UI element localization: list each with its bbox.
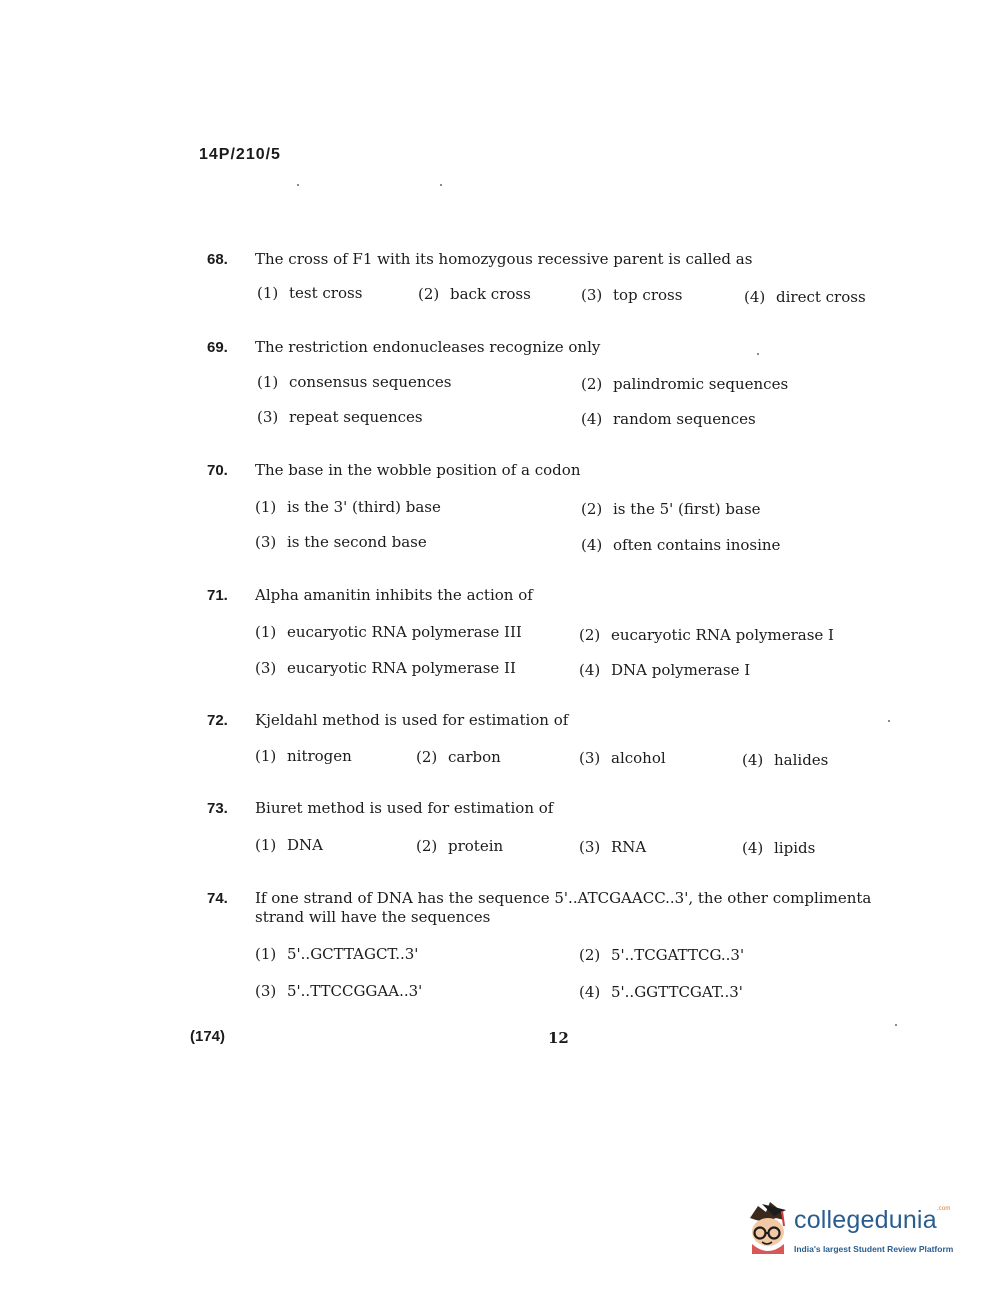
question-text: If one strand of DNA has the sequence 5'..ATCGAACC..3', the other complimenta strand will have the sequences — [255, 889, 872, 926]
option-2 — [416, 837, 503, 855]
option-text: direct cross — [776, 288, 866, 306]
option-number: (3) — [255, 533, 277, 551]
question-73 — [207, 799, 917, 857]
option-number: (1) — [255, 945, 277, 963]
option-number: (3) — [257, 408, 279, 426]
option-text: carbon — [448, 748, 501, 766]
question-70 — [207, 461, 917, 554]
logo-tagline: India's largest Student Review Platform — [794, 1244, 954, 1254]
paper-code: 14P/210/5 — [199, 146, 281, 163]
option-number: (4) — [579, 983, 601, 1001]
question-number: 70. — [207, 462, 228, 479]
option-3 — [579, 749, 666, 767]
booklet-code: (174) — [190, 1028, 226, 1045]
question-number: 69. — [207, 339, 228, 356]
question-72 — [207, 711, 917, 769]
option-3 — [581, 286, 682, 304]
option-text: top cross — [613, 286, 683, 304]
option-number: (4) — [581, 536, 603, 554]
option-2 — [418, 285, 531, 303]
option-text: alcohol — [611, 749, 666, 767]
option-number: (3) — [255, 982, 277, 1000]
option-text: DNA — [287, 836, 323, 854]
option-number: (3) — [579, 749, 601, 767]
option-text: palindromic sequences — [613, 375, 789, 393]
option-text: consensus sequences — [289, 373, 452, 391]
option-1 — [255, 836, 323, 854]
scan-speck — [895, 1024, 897, 1026]
question-number: 74. — [207, 890, 228, 907]
option-text: eucaryotic RNA polymerase III — [287, 623, 522, 641]
option-4 — [742, 751, 828, 769]
question-text: The restriction endonucleases recognize only — [255, 338, 601, 356]
option-3 — [579, 838, 646, 856]
option-text: RNA — [611, 838, 647, 856]
mascot-icon — [736, 1196, 792, 1258]
question-74 — [207, 889, 917, 1001]
option-number: (4) — [579, 661, 601, 679]
question-number: 71. — [207, 587, 228, 604]
option-text: 5'..GGTTCGAT..3' — [611, 983, 743, 1001]
question-text: The cross of F1 with its homozygous recessive parent is called as — [255, 250, 753, 268]
scan-speck — [297, 184, 299, 186]
scan-speck — [888, 720, 890, 722]
option-1 — [257, 284, 362, 302]
option-number: (2) — [416, 837, 438, 855]
option-text: halides — [774, 751, 829, 769]
option-2 — [579, 946, 744, 964]
question-text: Alpha amanitin inhibits the action of — [255, 586, 533, 604]
option-text: is the 3' (third) base — [287, 498, 441, 516]
option-number: (1) — [257, 373, 279, 391]
option-3 — [255, 982, 422, 1000]
collegedunia-logo — [736, 1196, 961, 1262]
option-number: (1) — [255, 836, 277, 854]
option-text: is the second base — [287, 533, 427, 551]
option-text: random sequences — [613, 410, 756, 428]
option-4 — [581, 536, 780, 554]
option-2 — [581, 500, 761, 518]
option-number: (4) — [581, 410, 603, 428]
option-number: (1) — [255, 498, 277, 516]
logo-superscript: .com — [936, 1206, 951, 1212]
option-text: is the 5' (first) base — [613, 500, 761, 518]
option-number: (2) — [581, 500, 603, 518]
option-4 — [581, 410, 756, 428]
page-number: 12 — [548, 1029, 569, 1047]
option-text: protein — [448, 837, 504, 855]
option-4 — [579, 983, 743, 1001]
option-3 — [257, 408, 423, 426]
question-71 — [207, 586, 917, 679]
option-1 — [255, 498, 441, 516]
option-number: (1) — [257, 284, 279, 302]
question-text: Biuret method is used for estimation of — [255, 799, 554, 817]
option-2 — [579, 626, 834, 644]
option-number: (2) — [579, 626, 601, 644]
option-3 — [255, 659, 516, 677]
option-1 — [255, 945, 418, 963]
option-number: (3) — [255, 659, 277, 677]
option-1 — [255, 623, 522, 641]
option-text: repeat sequences — [289, 408, 423, 426]
option-number: (3) — [579, 838, 601, 856]
option-2 — [581, 375, 788, 393]
option-text: nitrogen — [287, 747, 352, 765]
option-1 — [257, 373, 452, 391]
option-number: (2) — [416, 748, 438, 766]
option-4 — [742, 839, 815, 857]
option-text: eucaryotic RNA polymerase II — [287, 659, 516, 677]
question-68 — [207, 250, 917, 306]
option-text: DNA polymerase I — [611, 661, 751, 679]
question-number: 73. — [207, 800, 228, 817]
option-text: often contains inosine — [613, 536, 781, 554]
scan-speck — [440, 184, 442, 186]
logo-wordmark — [794, 1206, 951, 1235]
option-number: (4) — [742, 751, 764, 769]
question-number: 68. — [207, 251, 228, 268]
option-number: (1) — [255, 623, 277, 641]
scan-speck — [757, 353, 759, 355]
option-4 — [744, 288, 866, 306]
option-text: eucaryotic RNA polymerase I — [611, 626, 834, 644]
option-text: test cross — [289, 284, 363, 302]
option-number: (3) — [581, 286, 603, 304]
question-text: The base in the wobble position of a codon — [255, 461, 581, 479]
question-number: 72. — [207, 712, 228, 729]
question-69 — [207, 338, 917, 428]
option-text: 5'..TTCCGGAA..3' — [287, 982, 423, 1000]
option-number: (4) — [744, 288, 766, 306]
option-text: 5'..GCTTAGCT..3' — [287, 945, 419, 963]
option-3 — [255, 533, 427, 551]
option-number: (1) — [255, 747, 277, 765]
option-number: (2) — [418, 285, 440, 303]
option-1 — [255, 747, 352, 765]
option-4 — [579, 661, 750, 679]
option-2 — [416, 748, 501, 766]
option-text: lipids — [774, 839, 816, 857]
option-text: back cross — [450, 285, 531, 303]
option-number: (2) — [581, 375, 603, 393]
option-text: 5'..TCGATTCG..3' — [611, 946, 745, 964]
option-number: (4) — [742, 839, 764, 857]
logo-name: collegedunia — [794, 1206, 937, 1234]
option-number: (2) — [579, 946, 601, 964]
question-text: Kjeldahl method is used for estimation of — [255, 711, 569, 729]
